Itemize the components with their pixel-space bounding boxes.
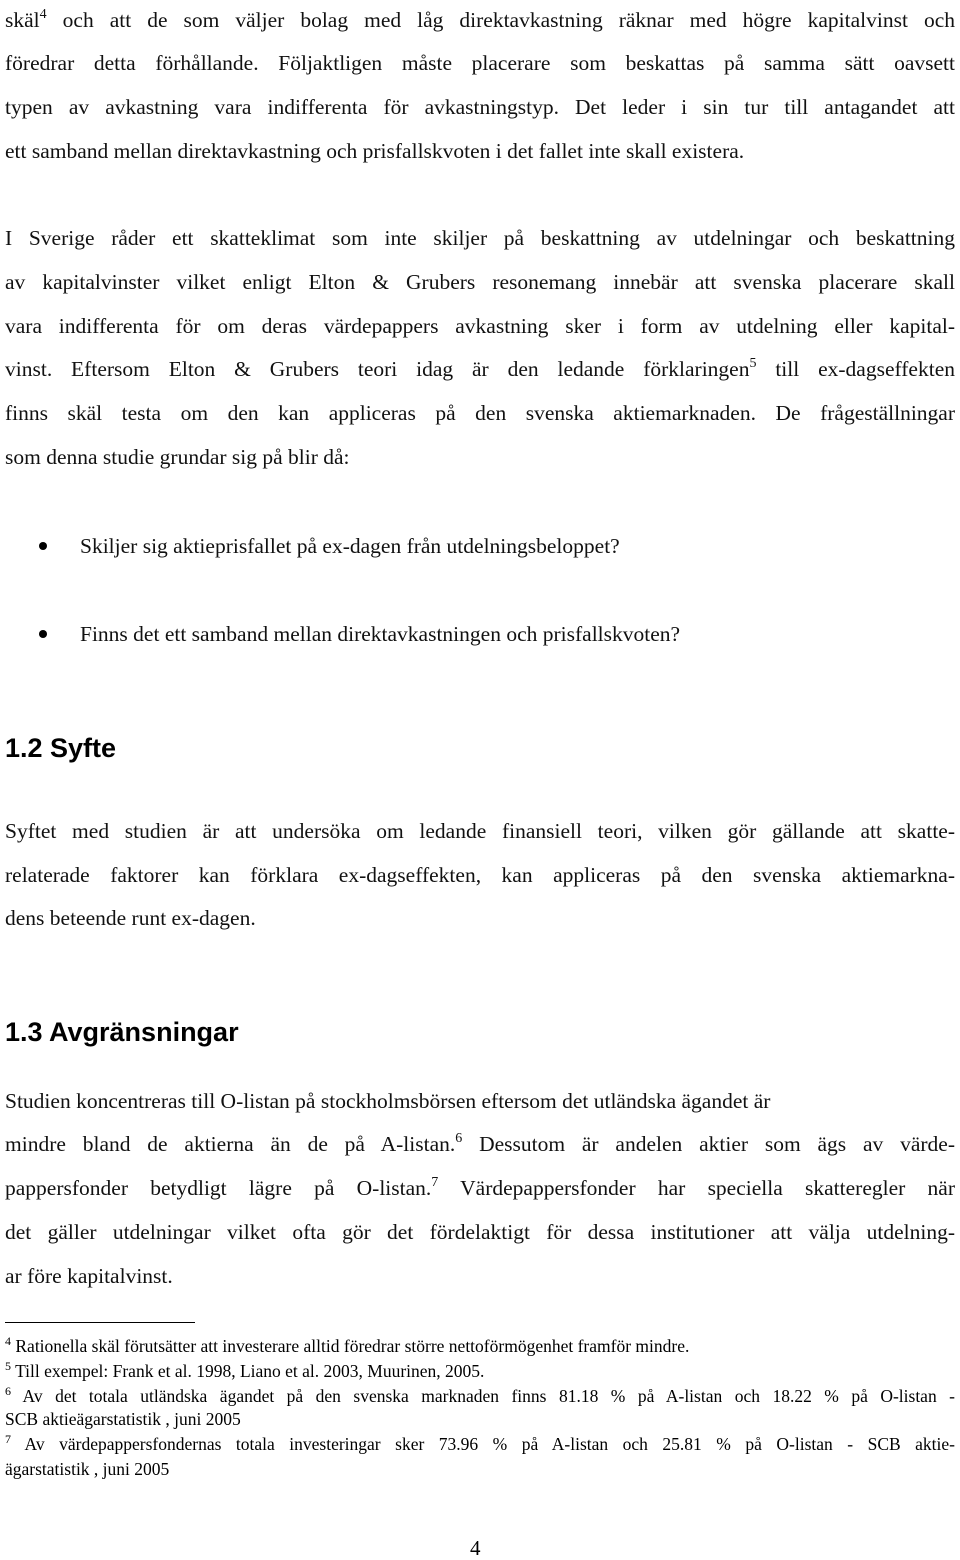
page-number: 4 bbox=[470, 1536, 481, 1560]
footnote-7-cont: ägarstatistik , juni 2005 bbox=[5, 1459, 170, 1479]
avgransningar-line2: mindre bland de aktierna än de på A-listan.$^6$ Dessutom är andelen aktier som ägs av värde- bbox=[5, 1131, 955, 1156]
section-heading-avgransningar: 1.3 Avgränsningar bbox=[5, 1017, 239, 1047]
paragraph2-line2: av kapitalvinster vilket enligt Elton & Grubers resonemang innebär att svenska placerare skall bbox=[5, 270, 955, 294]
paragraph1-line2: föredrar detta förhållande. Följaktligen måste placerare som beskattas på samma sätt oavsett bbox=[5, 51, 955, 75]
avgransningar-line5: ar före kapitalvinst. bbox=[5, 1264, 173, 1288]
footnote-ref-6: 6 bbox=[455, 1131, 463, 1146]
avgransningar-line1: Studien koncentreras till O-listan på stockholmsbörsen eftersom det utländska ägandet är bbox=[5, 1089, 771, 1113]
paragraph1-line4: ett samband mellan direktavkastning och prisfallskvoten i det fallet inte skall existera. bbox=[5, 139, 745, 163]
bullet-item: Finns det ett samband mellan direktavkastningen och prisfallskvoten? bbox=[80, 622, 681, 646]
syfte-line3: dens beteende runt ex-dagen. bbox=[5, 906, 256, 930]
footnote-7: $^7$ Av värdepappersfondernas totala investeringar sker 73.96 % på A-listan och 25.81 % på O-listan - SCB aktie- bbox=[5, 1432, 955, 1454]
footnote-6: $^6$ Av det totala utländska ägandet på den svenska marknaden finns 81.18 % på A-listan och 18.22 % på O-listan - bbox=[5, 1384, 955, 1406]
avgransningar-line3: pappersfonder betydligt lägre på O-listan.$^7$ Värdepappersfonder har speciella skatteregler när bbox=[5, 1175, 955, 1200]
paragraph1-line3: typen av avkastning vara indifferenta för avkastningstyp. Det leder i sin tur till antagandet att bbox=[5, 95, 955, 119]
footnote-5: $^5$ Till exempel: Frank et al. 1998, Liano et al. 2003, Muurinen, 2005. bbox=[5, 1359, 485, 1381]
footnote-separator bbox=[5, 1322, 195, 1323]
syfte-line2: relaterade faktorer kan förklara ex-dagseffekten, kan appliceras på den svenska aktiemarkna- bbox=[5, 863, 955, 887]
paragraph2-line5: finns skäl testa om den kan appliceras på den svenska aktiemarknaden. De frågeställningar bbox=[5, 401, 955, 425]
bullet-icon bbox=[39, 542, 47, 550]
paragraph2-line1: I Sverige råder ett skatteklimat som inte skiljer på beskattning av utdelningar och beskattning bbox=[5, 226, 955, 250]
footnote-4: $^4$ Rationella skäl förutsätter att investerare alltid föredrar större nettoförmögenhet framför mindre. bbox=[5, 1334, 690, 1356]
section-heading-syfte: 1.2 Syfte bbox=[5, 733, 117, 763]
footnote-ref-7: 7 bbox=[431, 1175, 439, 1190]
paragraph1-line1: skäl$^4$ och att de som väljer bolag med låg direktavkastning räknar med högre kapitalvinst och bbox=[5, 7, 955, 32]
footnote-6-cont: SCB aktieägarstatistik , juni 2005 bbox=[5, 1409, 241, 1429]
bullet-item: Skiljer sig aktieprisfallet på ex-dagen från utdelningsbeloppet? bbox=[80, 534, 620, 558]
footnote-ref-4: 4 bbox=[39, 7, 47, 22]
paragraph2-line4: vinst. Eftersom Elton & Grubers teori idag är den ledande förklaringen$^5$ till ex-dagseffekten bbox=[5, 356, 955, 381]
paragraph2-line6: som denna studie grundar sig på blir då: bbox=[5, 445, 350, 469]
paragraph2-line3: vara indifferenta för om deras värdepappers avkastning sker i form av utdelning eller kapital- bbox=[5, 314, 955, 338]
bullet-icon bbox=[39, 630, 47, 638]
syfte-line1: Syftet med studien är att undersöka om ledande finansiell teori, vilken gör gällande att skatte- bbox=[5, 819, 955, 843]
avgransningar-line4: det gäller utdelningar vilket ofta gör det fördelaktigt för dessa institutioner att välja utdelning- bbox=[5, 1220, 955, 1244]
footnote-ref-5: 5 bbox=[749, 356, 757, 371]
